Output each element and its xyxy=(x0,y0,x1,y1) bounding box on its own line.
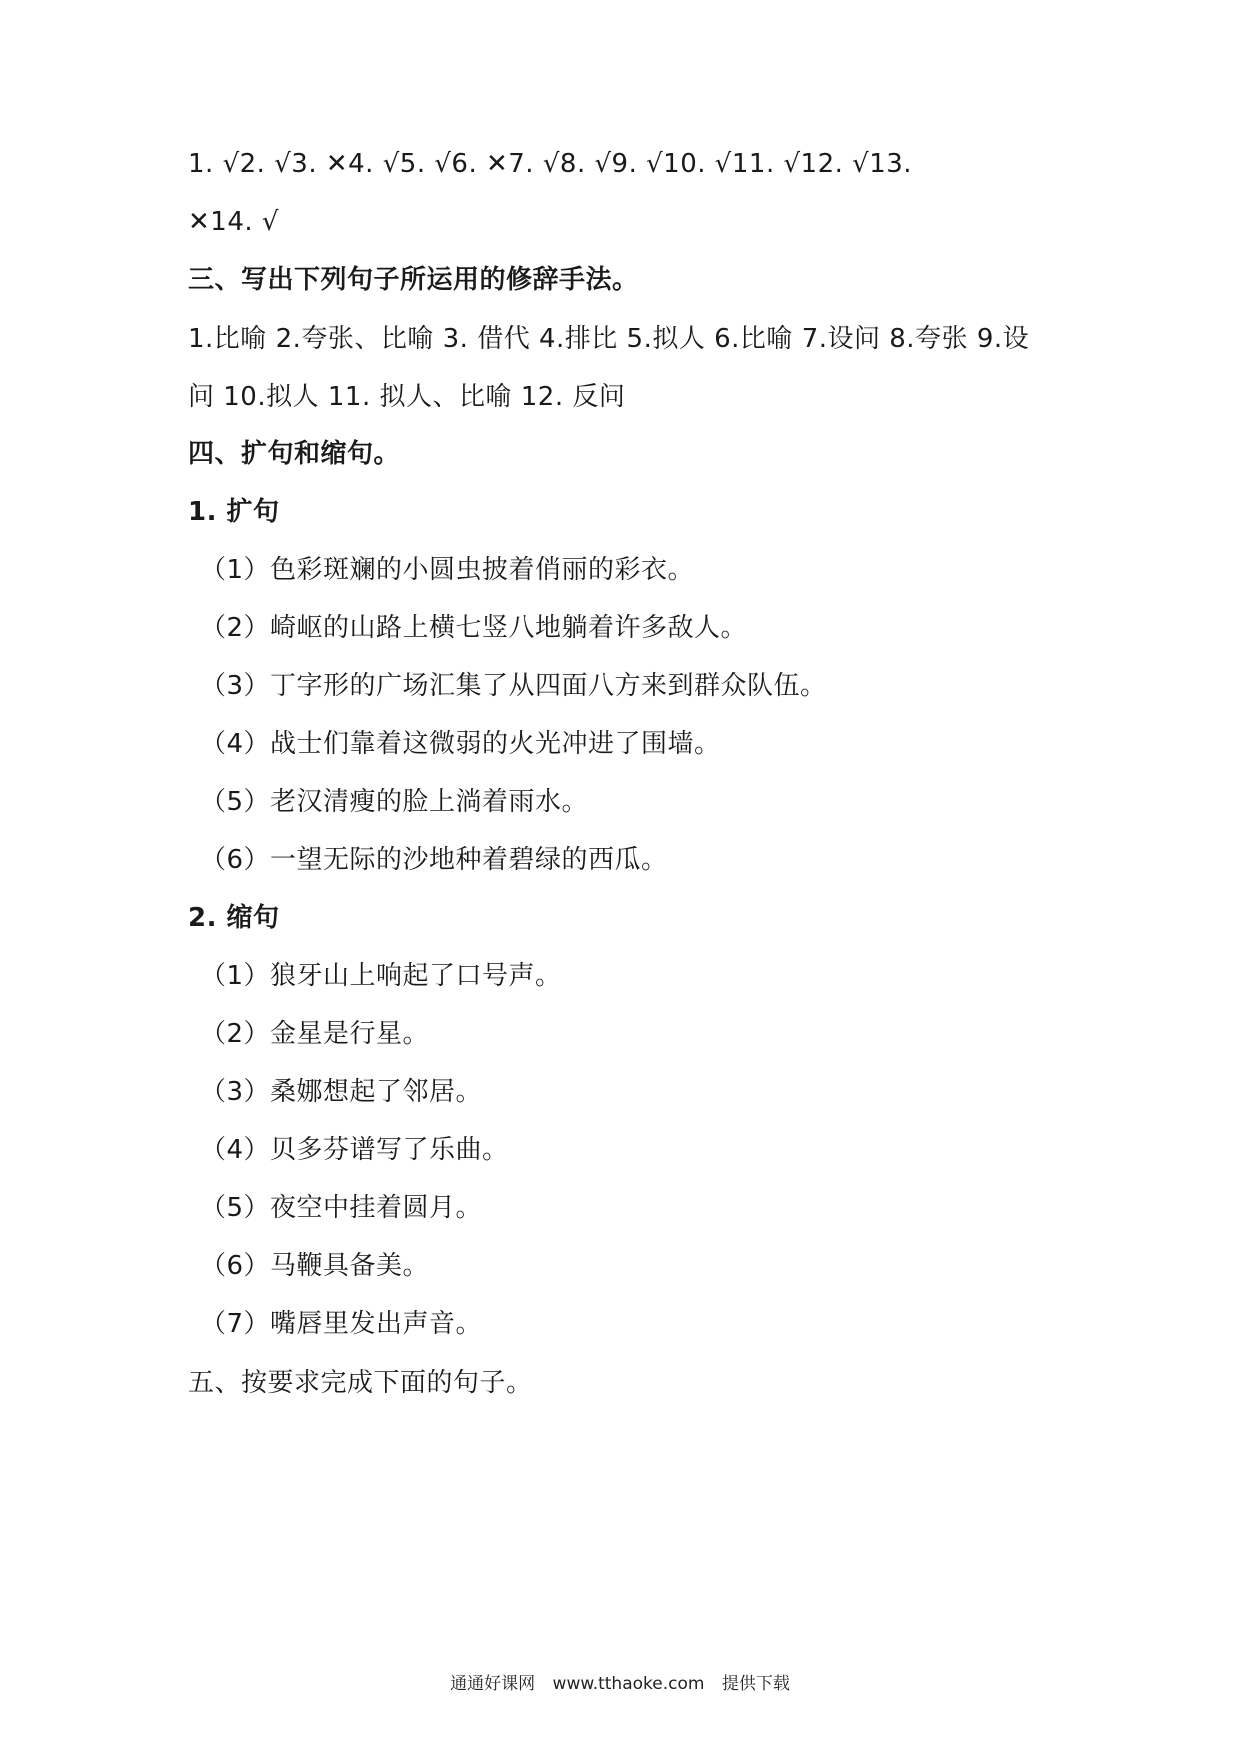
shrink-item-4: （4）贝多芬谱写了乐曲。 xyxy=(200,1135,509,1165)
shrink-item-2: （2）金星是行星。 xyxy=(200,1019,430,1049)
shrink-item-5: （5）夜空中挂着圆月。 xyxy=(200,1193,483,1223)
expand-item-1: （1）色彩斑斓的小圆虫披着俏丽的彩衣。 xyxy=(200,555,695,585)
judgement-answers-line-2: ✕14. √ xyxy=(188,207,279,237)
footer-suffix: 提供下载 xyxy=(721,1674,790,1694)
expand-item-2: （2）崎岖的山路上横七竖八地躺着许多敌人。 xyxy=(200,613,748,643)
section-5-heading: 五、按要求完成下面的句子。 xyxy=(188,1368,533,1398)
footer-url: www.tthaoke.com xyxy=(552,1674,705,1694)
section-3-heading: 三、写出下列句子所运用的修辞手法。 xyxy=(188,265,639,295)
shrink-item-3: （3）桑娜想起了邻居。 xyxy=(200,1077,483,1107)
expand-item-5: （5）老汉清瘦的脸上淌着雨水。 xyxy=(200,787,589,817)
expand-item-3: （3）丁字形的广场汇集了从四面八方来到群众队伍。 xyxy=(200,671,827,701)
expand-item-6: （6）一望无际的沙地种着碧绿的西瓜。 xyxy=(200,845,668,875)
shrink-item-6: （6）马鞭具备美。 xyxy=(200,1251,430,1281)
judgement-answers-line-1: 1. √2. √3. ✕4. √5. √6. ✕7. √8. √9. √10. √11. √12. √13. xyxy=(188,149,913,179)
shrink-sentences-title: 2. 缩句 xyxy=(188,903,280,933)
footer-site-name: 通通好课网 xyxy=(450,1674,536,1694)
section-4-heading: 四、扩句和缩句。 xyxy=(188,439,401,469)
expand-item-4: （4）战士们靠着这微弱的火光冲进了围墙。 xyxy=(200,729,721,759)
expand-sentences-title: 1. 扩句 xyxy=(188,497,280,527)
page-footer xyxy=(0,1672,1240,1696)
shrink-item-1: （1）狼牙山上响起了口号声。 xyxy=(200,961,562,991)
rhetoric-answers-line-2: 问 10.拟人 11. 拟人、比喻 12. 反问 xyxy=(188,382,626,412)
rhetoric-answers-line-1: 1.比喻 2.夸张、比喻 3. 借代 4.排比 5.拟人 6.比喻 7.设问 8.夸张 9.设 xyxy=(188,324,1030,354)
shrink-item-7: （7）嘴唇里发出声音。 xyxy=(200,1309,483,1339)
